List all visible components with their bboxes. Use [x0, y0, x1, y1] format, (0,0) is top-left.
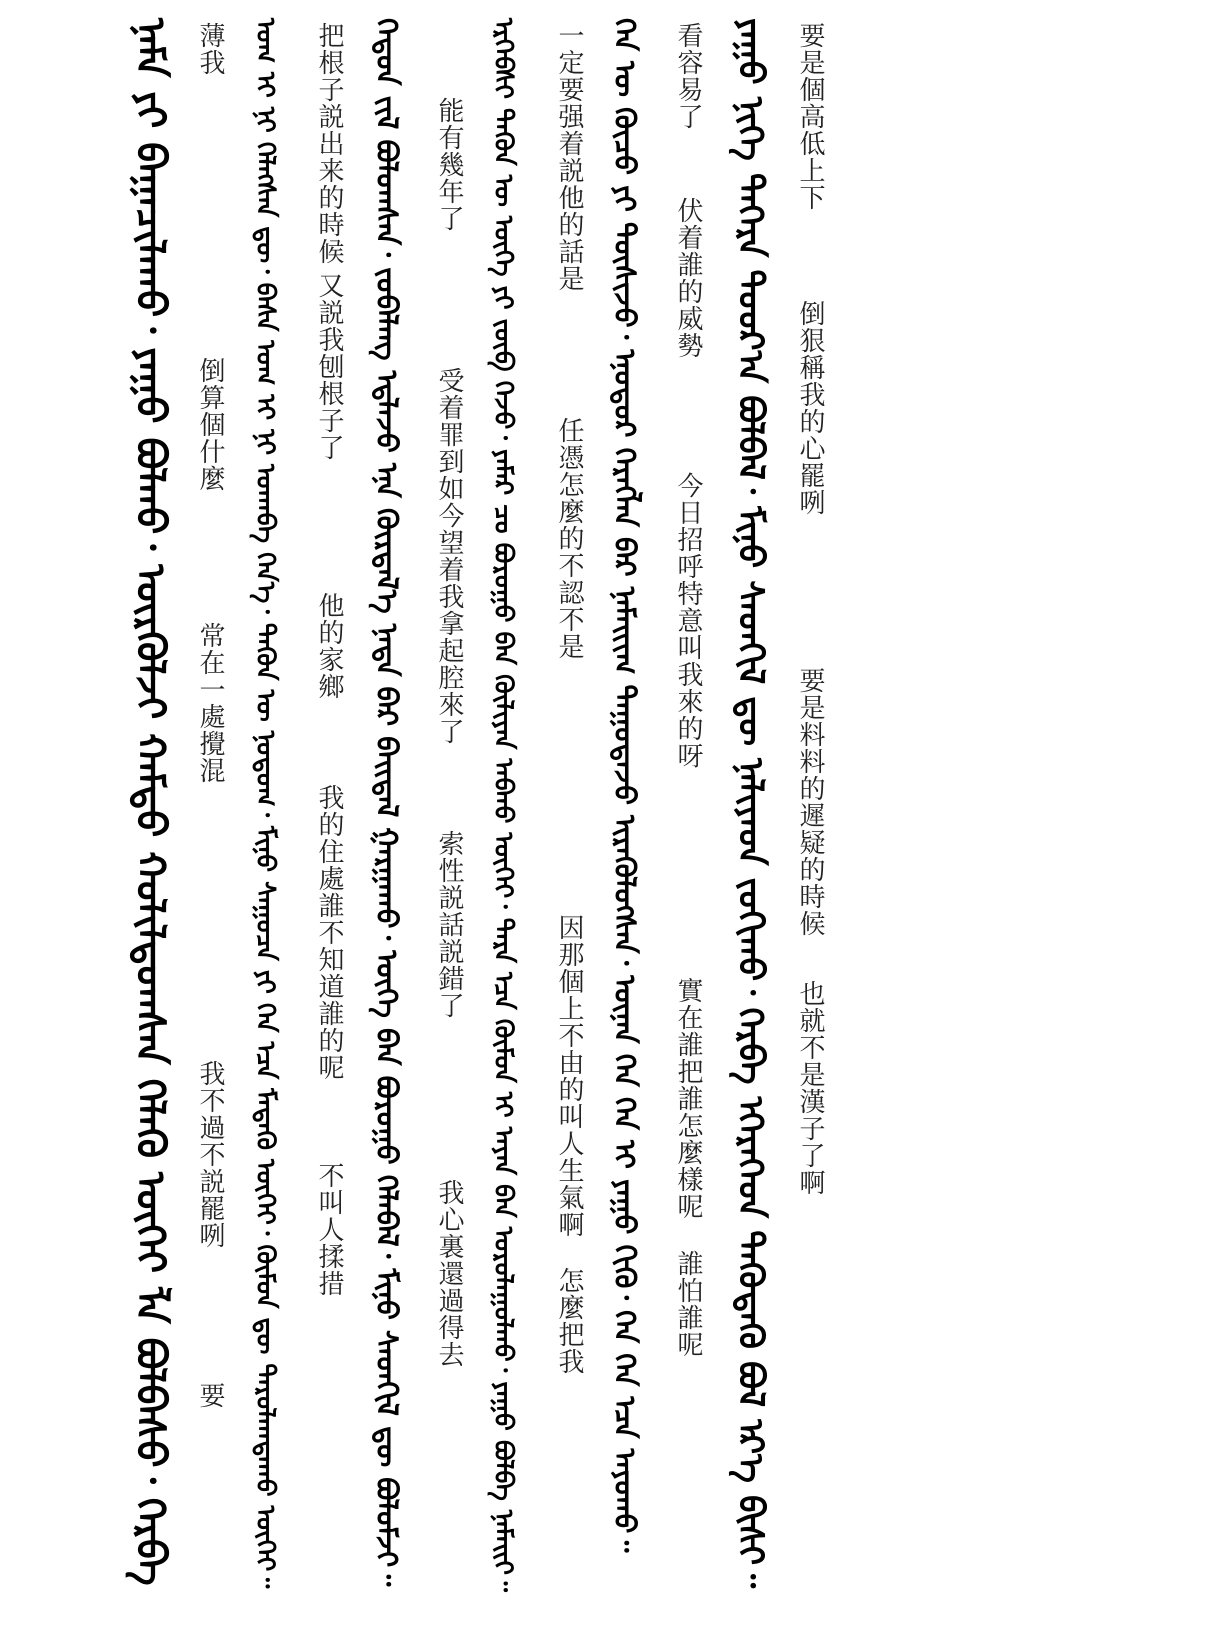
gloss-segment: 不叫人揉措	[314, 1162, 344, 1297]
gloss-segment: 今日招呼特意叫我來的呀	[673, 472, 703, 769]
gloss-segment: 誰怕誰呢	[673, 1250, 703, 1358]
gloss-segment: 倒狠稱我的心罷咧	[795, 300, 825, 516]
chinese-gloss-column-1	[797, 22, 833, 1522]
mongolian-text-column-5: ᠤᠭ ᠢ ᠨᠢ ᠬᠡᠯᠡᠭᠰᠡᠨ ᠳᠦ᠂ ᠪᠠᠰᠠ ᠤᠭ ᠢ ᠨᠢ ᠤᠬᠠᠪᠠ ᠭᠡᠨ᠎ᠡ᠂ ᠲᠡᠭᠦᠨ ᠦ ᠨᠤᠲᠤᠭ᠂ ᠮᠢᠨᠦ ᠰᠠᠭᠤᠴᠠ ᠶᠢ ᠬᠡᠨ ᠡᠴᠡ ᠮᠡᠳᠡᠬᠦ ᠦᠭᠡᠢ᠂ ᠬᠦᠮᠦᠨ ᠳᠦ ᠳᠠᠷᠤᠯᠠᠭᠳᠠᠬᠤ ᠦᠭᠡᠢ᠃	[250, 18, 280, 1589]
gloss-segment: 要是料料的遲疑的時候	[795, 667, 825, 937]
gloss-segment: 倒算個什麼	[195, 357, 225, 492]
gloss-segment: 索性説話説錯了	[434, 830, 464, 1019]
mongolian-text-column-3: ᠡᠷᠬᠡᠪᠰᠢ ᠲᠡᠭᠦᠨ ᠦ ᠦᠭᠡ ᠶᠢ ᠵᠥᠪ ᠭᠡᠵᠦ᠂ ᠶᠠᠮᠠᠷ ᠴᠤ ᠪᠤᠷᠤᠭᠤ ᠪᠠᠨ ᠬᠦᠯᠢᠶᠡᠨ ᠠᠪᠬᠤ ᠦᠭᠡᠢ᠂ ᠲᠡᠷᠡ ᠡᠴᠡ ᠬᠦᠮᠦᠨ ᠢ ᠠᠶᠠᠨ ᠪᠠᠨ ᠤᠷᠤᠯᠠᠭᠤᠯᠬᠤ᠂ ᠶᠠᠭᠤ ᠪᠣᠯᠪᠠ ᠨᠠᠮᠠᠢᠢ᠃	[488, 18, 518, 1592]
gloss-segment: 任憑怎麼的不認不是	[554, 417, 584, 660]
gloss-segment: 一定要强着説他的話是	[554, 22, 584, 292]
gloss-segment: 薄我	[195, 22, 225, 76]
gloss-segment: 把根子説出来的時候	[314, 22, 344, 265]
gloss-segment: 看容易了	[673, 22, 703, 130]
gloss-segment: 他的家鄉	[314, 592, 344, 700]
mongolian-text-column-6: ᠨᠠᠮᠠ ᠶᠢ ᠪᠠᠭᠠᠴᠢᠯᠠᠬᠤ᠂ ᠶᠠᠭᠤ ᠪᠣᠯᠬᠤ᠂ ᠦᠷᠬᠦᠯᠵᠢ ᠬᠠᠮᠲᠤ ᠬᠣᠯᠢᠯᠳᠤᠭᠰᠠᠨ ᠬᠡᠯᠡᠬᠦ ᠦᠭᠡᠢ ᠯᠡ ᠪᠣᠯᠪᠠᠰᠤ᠂ ᠬᠡᠷᠪᠡ	[127, 18, 173, 1586]
mongolian-text-column-2: ᠬᠡᠨ ᠦ ᠬᠦᠴᠦ ᠶᠢ ᠲᠦᠰᠢᠵᠦ᠂ ᠡᠨᠦᠳᠦᠷ ᠬᠡᠷᠡᠭᠯᠡᠨ ᠪᠠᠷ ᠨᠠᠮᠠᠢᠢᠭ ᠳᠠᠭᠤᠳᠠᠵᠤ ᠢᠷᠡᠭᠦᠯᠦᠭᠰᠡᠨ᠂ ᠦᠨᠡᠨ ᠬᠡᠨ ᠬᠡᠨ ᠢ ᠶᠠᠭᠤ ᠬᠢᠬᠦ᠂ ᠬᠡᠨ ᠬᠡᠨ ᠡᠴᠡ ᠠᠶᠤᠬᠤ᠃	[608, 18, 642, 1553]
chinese-gloss-column-5	[316, 22, 352, 1522]
gloss-segment: 因那個上不由的叫人生氣啊	[554, 914, 584, 1238]
gloss-segment: 要	[195, 1382, 225, 1409]
chinese-gloss-column-4	[436, 22, 472, 1522]
gloss-segment: 常在一處攪混	[195, 622, 225, 784]
gloss-segment: 又説我刨根子了	[314, 272, 344, 461]
chinese-gloss-column-6	[197, 22, 233, 1522]
gloss-segment: 我的住處誰不知道誰的呢	[314, 784, 344, 1081]
gloss-segment: 怎麼把我	[554, 1267, 584, 1375]
mongolian-text-column-1: ᠶᠠᠭᠤ ᠨᠢᠭᠡ ᠳᠡᠭᠡᠷᠡ ᠳᠣᠣᠷ᠎ᠠ ᠪᠣᠯᠪᠠᠯ᠂ ᠮᠢᠨᠦ ᠰᠡᠳᠬᠢᠯ ᠳᠦ ᠨᠡᠯᠢᠶᠡᠳ ᠵᠣᠬᠢᠬᠤ᠂ ᠬᠡᠷᠪᠡ ᠡᠭᠡᠷᠡᠭᠡᠳ ᠲᠡᠭᠦᠳᠡᠬᠦ ᠪᠣᠯ ᠡᠷ᠎ᠡ ᠪᠢᠰᠢ᠃	[730, 18, 770, 1589]
gloss-segment: 我不過不説罷咧	[195, 1060, 225, 1249]
chinese-gloss-column-2	[675, 22, 711, 1522]
gloss-segment: 伏着誰的威勢	[673, 197, 703, 359]
gloss-segment: 受着罪到如今望着我拿起腔來了	[434, 367, 464, 745]
chinese-gloss-column-3	[556, 22, 592, 1522]
gloss-segment: 實在誰把誰怎麼樣呢	[673, 977, 703, 1220]
gloss-segment: 也就不是漢子了啊	[795, 980, 825, 1196]
gloss-segment: 要是個高低上下	[795, 22, 825, 211]
mongolian-text-column-4: ᠬᠡᠳᠦᠨ ᠵᠢᠯ ᠪᠣᠯᠤᠭᠰᠠᠨ᠂ ᠵᠣᠪᠠᠯᠠᠩ ᠡᠳ᠋ᠯᠡᠵᠦ ᠡᠨᠡ ᠬᠦᠷᠲᠡᠯ᠎ᠡ ᠨᠠᠳᠠ ᠪᠠᠷ ᠪᠠᠢᠳᠠᠯ ᠭᠠᠷᠭᠠᠬᠤ᠂ ᠦᠭᠡ ᠪᠡᠨ ᠪᠤᠷᠤᠭᠤ ᠬᠡᠯᠡᠪᠡᠯ᠂ ᠮᠢᠨᠦ ᠰᠡᠳᠬᠢᠯ ᠳᠦ ᠪᠣᠯᠤᠮᠵᠢ᠃	[370, 18, 404, 1587]
gloss-segment: 我心裏還過得去	[434, 1179, 464, 1368]
gloss-segment: 能有幾年了	[434, 97, 464, 232]
